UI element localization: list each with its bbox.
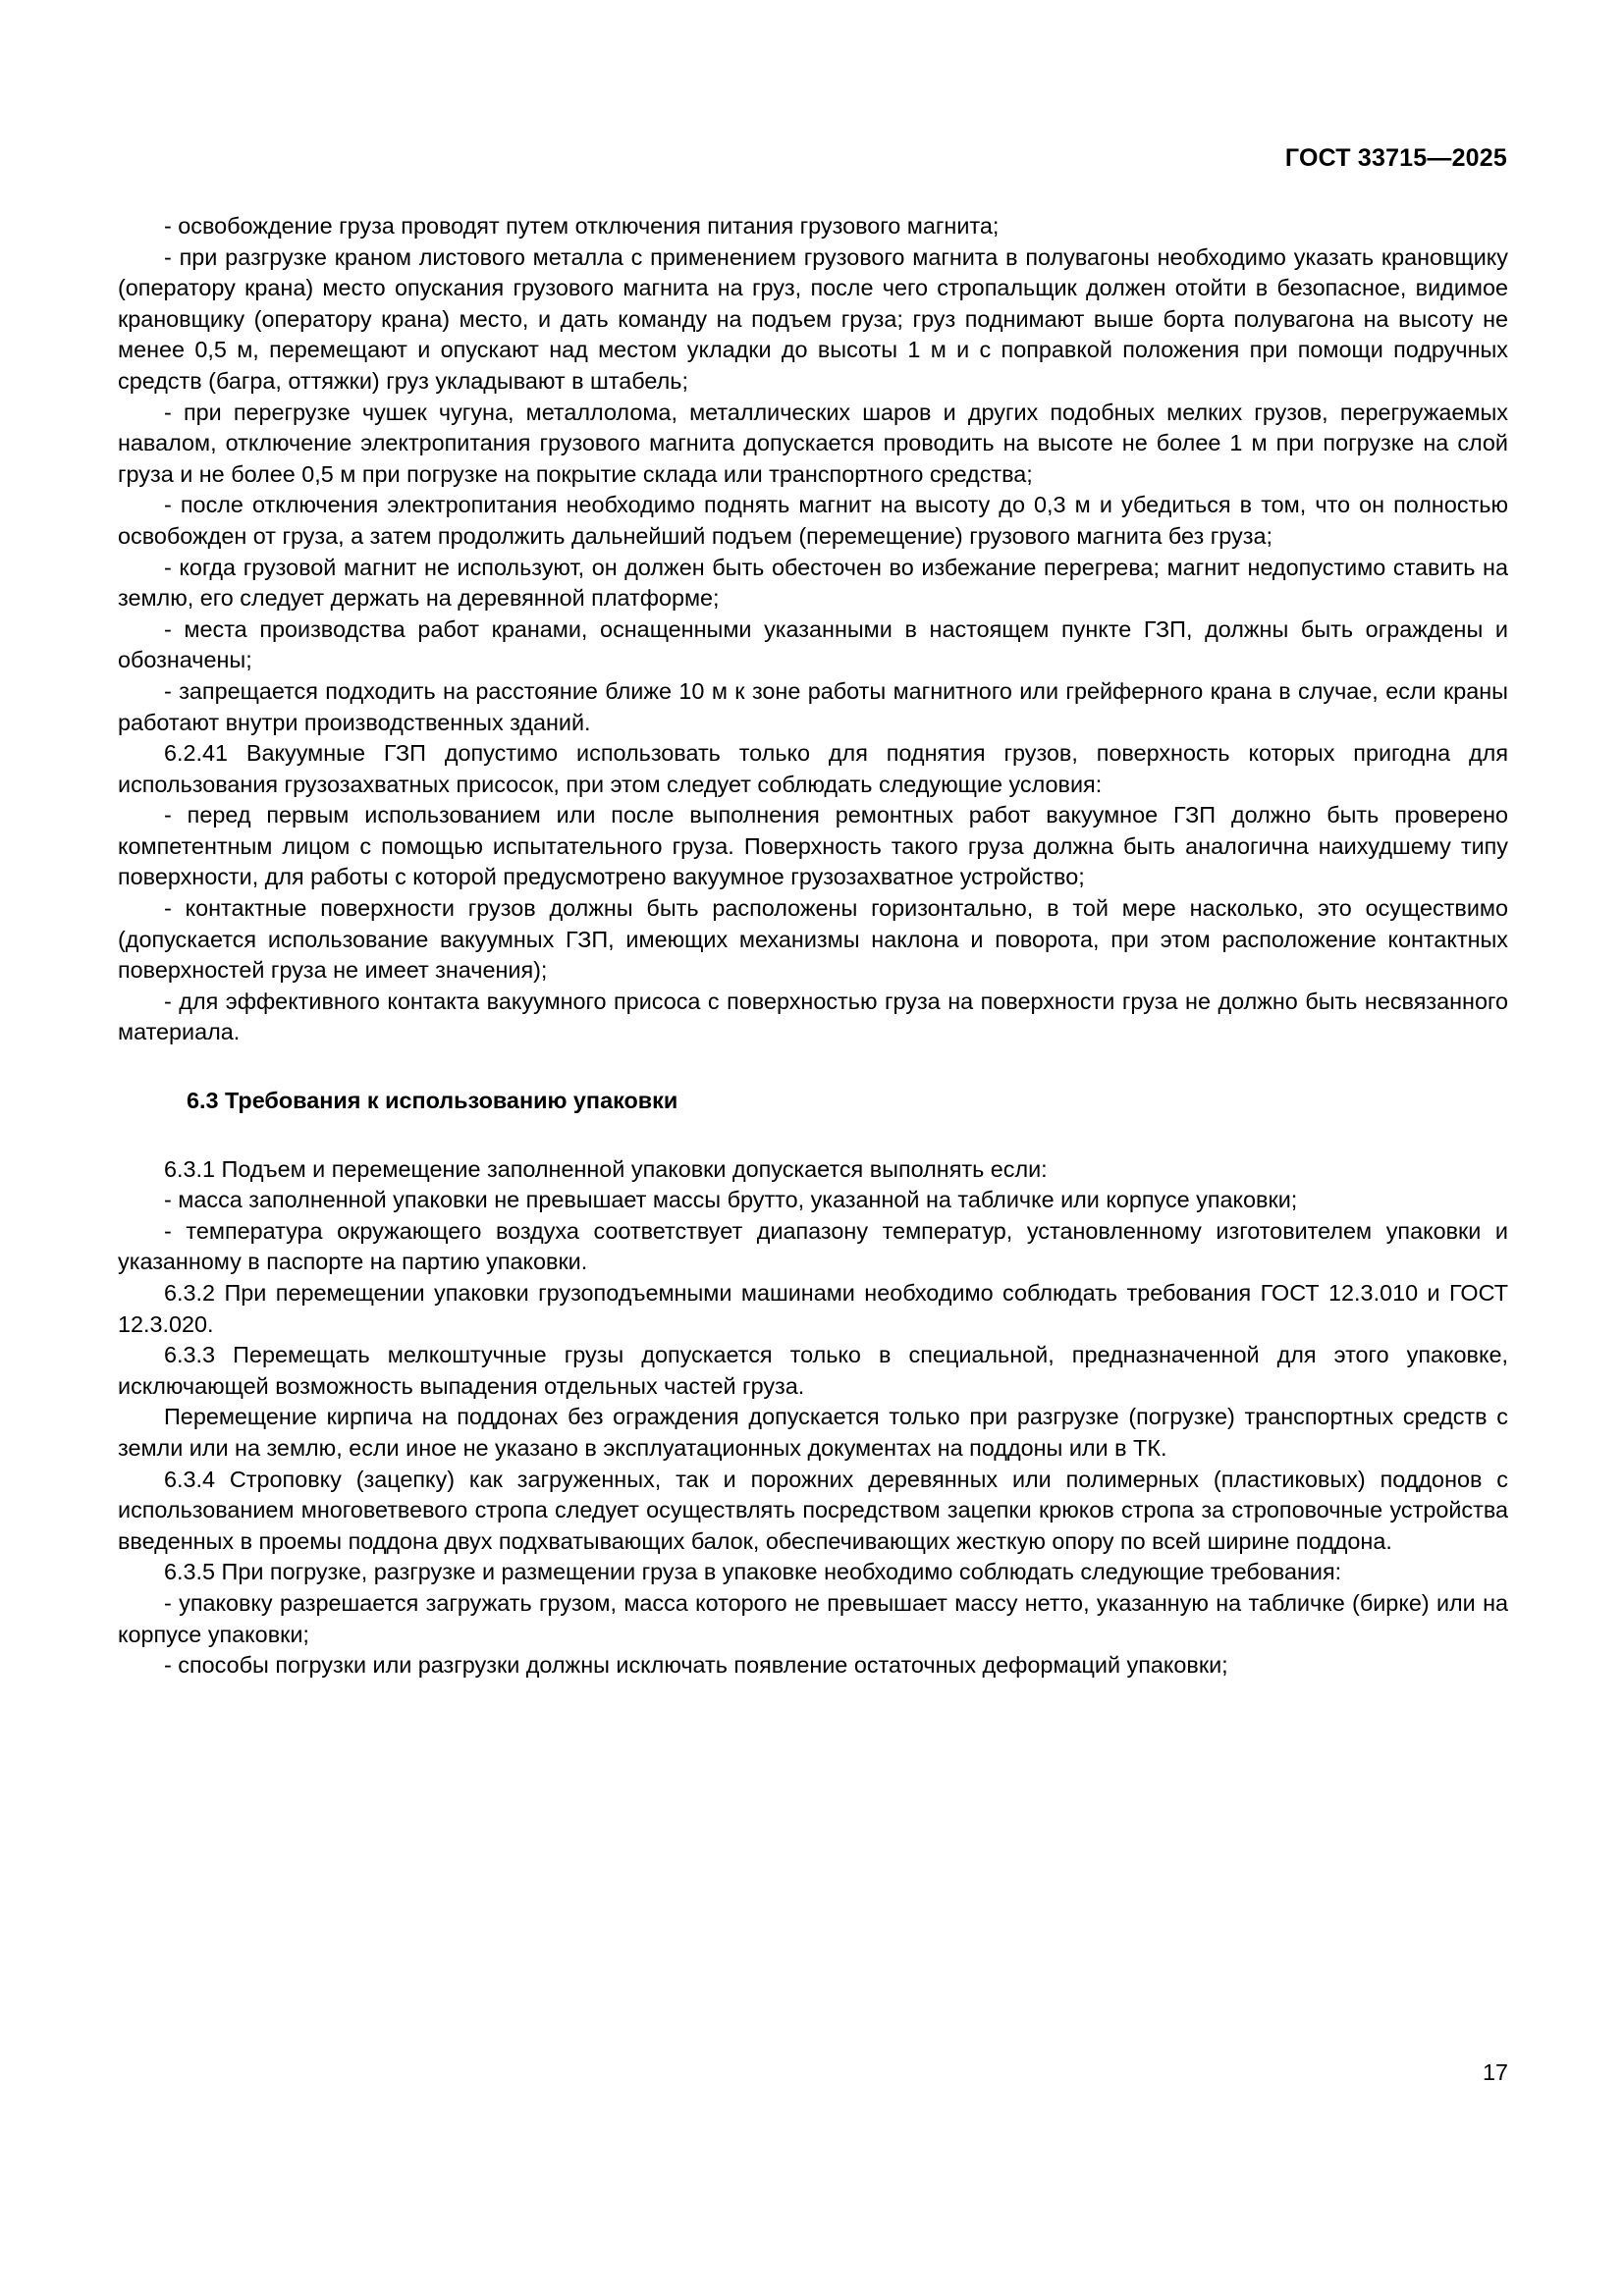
paragraph: Перемещение кирпича на поддонах без ограждения допускается только при разгрузке (погрузке) транспортных средств с земли или на землю, если иное не указано в эксплуатационных документах на поддоны или в ТК. — [118, 1404, 1508, 1461]
paragraph: - после отключения электропитания необходимо поднять магнит на высоту до 0,3 м и убедиться в том, что он полностью освобожден от груза, а затем продолжить дальнейший подъем (перемещение) грузового магнита без груза; — [118, 492, 1508, 549]
standard-header: ГОСТ 33715—2025 — [1284, 144, 1507, 172]
paragraph: - перед первым использованием или после выполнения ремонтных работ вакуумное ГЗП должно быть проверено компетентным лицом с помощью испытательного груза. Поверхность такого груза должна быть аналогична наихудшему типу поверхности, для работы с которой предусмотрено вакуумное грузозахватное устройство; — [118, 802, 1508, 890]
paragraph: - места производства работ кранами, оснащенными указанными в настоящем пункте ГЗП, должны быть ограждены и обозначены; — [118, 615, 1508, 673]
paragraph: - освобождение груза проводят путем отключения питания грузового магнита; — [164, 213, 1000, 239]
page-content — [118, 211, 1508, 1682]
paragraph: - для эффективного контакта вакуумного присоса с поверхностью груза на поверхности груза не должно быть несвязанного материала. — [118, 988, 1508, 1045]
heading-spacer-above — [118, 1048, 1508, 1086]
heading-spacer-below — [118, 1117, 1508, 1154]
section-heading-6-3: 6.3 Требования к использованию упаковки — [187, 1088, 678, 1114]
paragraph: - при перегрузке чушек чугуна, металлолома, металлических шаров и других подобных мелких грузов, перегружаемых навалом, отключение электропитания грузового магнита допускается проводить на высоте не более 1 м при погрузке на слой груза и не более 0,5 м при погрузке на покрытие склада или транспортного средства; — [118, 399, 1508, 487]
paragraph: - способы погрузки или разгрузки должны исключать появление остаточных деформаций упаковки; — [164, 1652, 1228, 1679]
paragraph: 6.3.1 Подъем и перемещение заполненной упаковки допускается выполнять если: — [164, 1155, 1048, 1182]
paragraph: 6.3.2 При перемещении упаковки грузоподъемными машинами необходимо соблюдать требования ГОСТ 12.3.010 и ГОСТ 12.3.020. — [118, 1280, 1508, 1337]
paragraph: 6.3.4 Строповку (зацепку) как загруженных, так и порожних деревянных или полимерных (пластиковых) поддонов с использованием многоветвевого стропа следует осуществлять посредством зацепки крюков стропа за строповочные устройства введенных в проемы поддона двух подхватывающих балок, обеспечивающих жесткую опору по всей ширине поддона. — [118, 1466, 1508, 1554]
page-number: 17 — [1482, 2059, 1508, 2085]
paragraph: - когда грузовой магнит не используют, он должен быть обесточен во избежание перегрева; магнит недопустимо ставить на землю, его следует держать на деревянной платформе; — [118, 554, 1508, 612]
paragraph: - контактные поверхности грузов должны быть расположены горизонтально, в той мере насколько, это осуществимо (допускается использование вакуумных ГЗП, имеющих механизмы наклона и поворота, при этом расположение контактных поверхностей груза не имеет значения); — [118, 895, 1508, 984]
paragraph: 6.3.3 Перемещать мелкоштучные грузы допускается только в специальной, предназначенной для этого упаковке, исключающей возможность выпадения отдельных частей груза. — [118, 1342, 1508, 1399]
paragraph: - запрещается подходить на расстояние ближе 10 м к зоне работы магнитного или грейферного крана в случае, если краны работают внутри производственных зданий. — [118, 677, 1508, 735]
paragraph: - масса заполненной упаковки не превышает массы брутто, указанной на табличке или корпусе упаковки; — [164, 1187, 1298, 1213]
paragraph: 6.2.41 Вакуумные ГЗП допустимо использовать только для поднятия грузов, поверхность которых пригодна для использования грузозахватных присосок, при этом следует соблюдать следующие условия: — [118, 740, 1508, 797]
paragraph: - упаковку разрешается загружать грузом, масса которого не превышает массу нетто, указанную на табличке (бирке) или на корпусе упаковки; — [118, 1589, 1508, 1647]
paragraph: 6.3.5 При погрузке, разгрузке и размещении груза в упаковке необходимо соблюдать следующие требования: — [164, 1559, 1342, 1585]
paragraph: - температура окружающего воздуха соответствует диапазону температур, установленному изготовителем упаковки и указанному в паспорте на партию упаковки. — [118, 1217, 1508, 1275]
paragraph: - при разгрузке краном листового металла с применением грузового магнита в полувагоны необходимо указать крановщику (оператору крана) место опускания грузового магнита на груз, после чего стропальщик должен отойти в безопасное, видимое крановщику (оператору крана) место, и дать команду на подъем груза; груз поднимают выше борта полувагона на высоту не менее 0,5 м, перемещают и опускают над местом укладки до высоты 1 м и с поправкой положения при помощи подручных средств (багра, оттяжки) груз укладывают в штабель; — [118, 243, 1508, 394]
